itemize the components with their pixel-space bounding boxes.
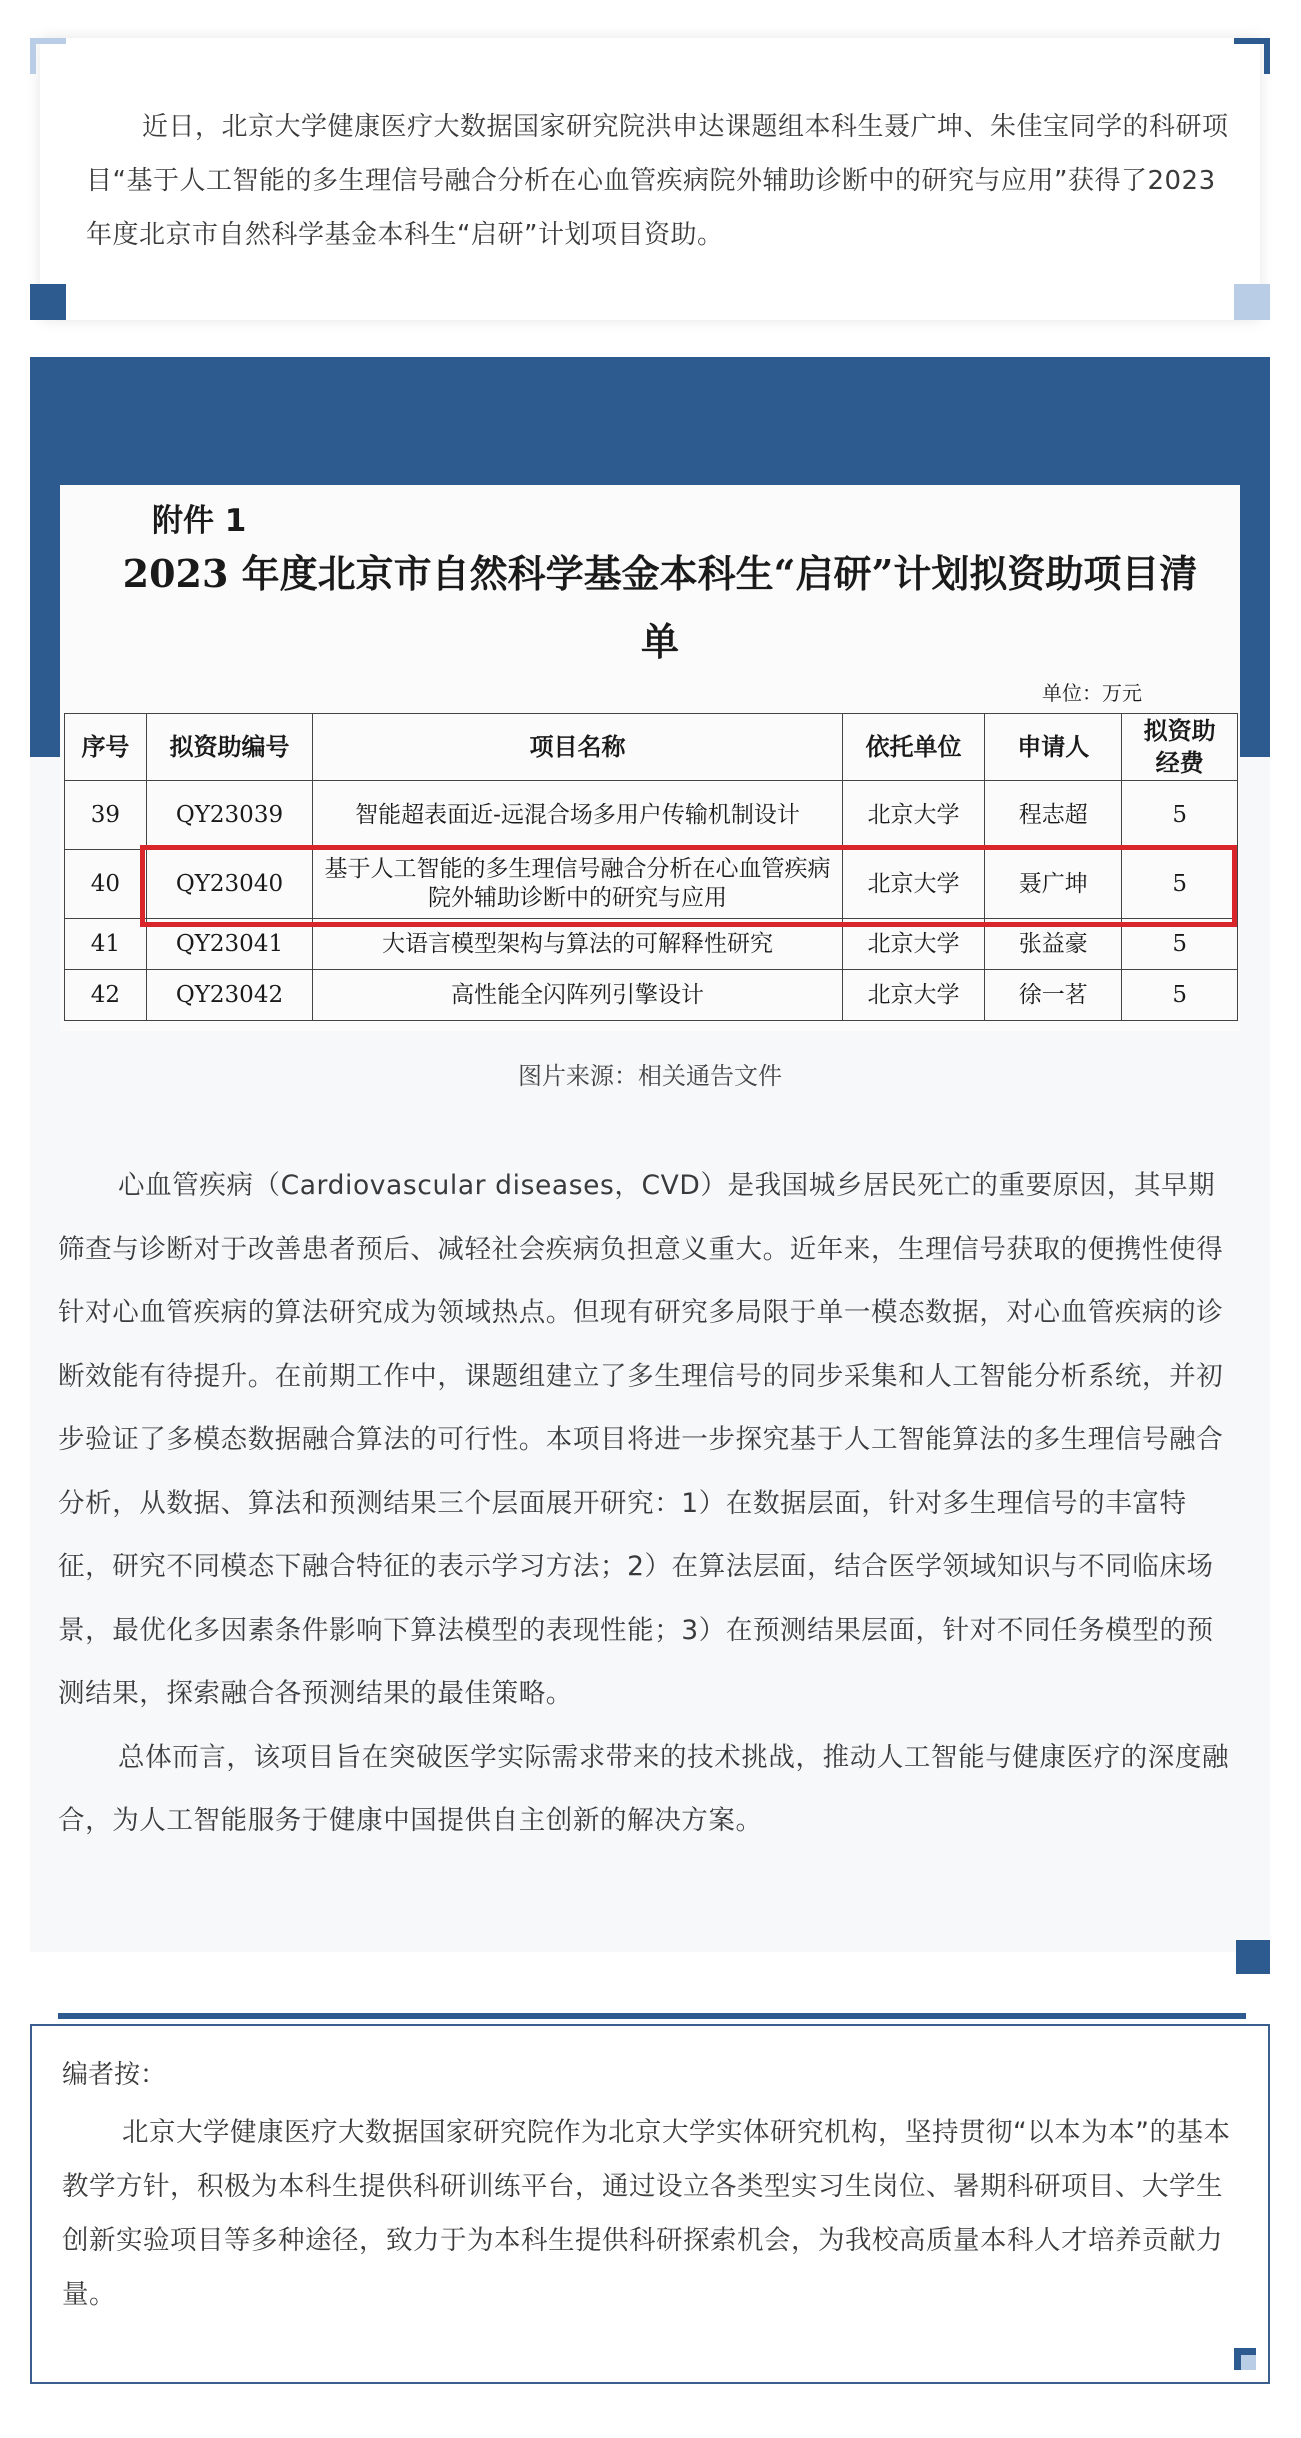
cell-unit: 北京大学 <box>842 781 984 850</box>
editor-note-heading: 编者按： <box>62 2060 167 2090</box>
attachment-title: 2023 年度北京市自然科学基金本科生“启研”计划拟资助项目清单 <box>122 551 1198 664</box>
cell-fund: 5 <box>1122 970 1238 1021</box>
cell-fund: 5 <box>1122 781 1238 850</box>
intro-card-wrapper <box>30 38 1270 320</box>
cell-no: 42 <box>65 970 147 1021</box>
unit-label: 单位：万元 <box>1042 681 1142 705</box>
cell-code: QY23042 <box>146 970 312 1021</box>
cell-name: 智能超表面近-远混合场多用户传输机制设计 <box>313 781 843 850</box>
attachment-document-image <box>60 485 1240 1031</box>
cell-applicant: 徐一茗 <box>985 970 1122 1021</box>
cell-fund: 5 <box>1122 919 1238 970</box>
corner-decoration-top-left <box>30 38 66 74</box>
cell-no: 40 <box>65 850 147 919</box>
intro-paragraph: 近日，北京大学健康医疗大数据国家研究院洪申达课题组本科生聂广坤、朱佳宝同学的科研项目“基于人工智能的多生理信号融合分析在心血管疾病院外辅助诊断中的研究与应用”获得了2023年度北京市自然科学基金本科生“启研”计划项目资助。 <box>86 112 1229 250</box>
cell-code: QY23040 <box>146 850 312 919</box>
header-applicant: 申请人 <box>985 714 1122 781</box>
cell-name: 基于人工智能的多生理信号融合分析在心血管疾病院外辅助诊断中的研究与应用 <box>313 850 843 919</box>
cell-unit: 北京大学 <box>842 850 984 919</box>
article-body <box>58 1154 1240 1853</box>
body-paragraph-2: 总体而言，该项目旨在突破医学实际需求带来的技术挑战，推动人工智能与健康医疗的深度融合，为人工智能服务于健康中国提供自主创新的解决方案。 <box>58 1741 1230 1836</box>
corner-decoration-bottom-left <box>30 284 66 320</box>
cell-code: QY23039 <box>146 781 312 850</box>
cell-applicant: 聂广坤 <box>985 850 1122 919</box>
cell-applicant: 程志超 <box>985 781 1122 850</box>
header-fund: 拟资助经费 <box>1122 714 1238 781</box>
image-caption: 图片来源：相关通告文件 <box>518 1062 782 1090</box>
table-row <box>65 781 1238 850</box>
cell-name: 高性能全闪阵列引擎设计 <box>313 970 843 1021</box>
note-corner-light <box>1241 2355 1256 2370</box>
highlight-box <box>140 845 1237 927</box>
table-row <box>65 970 1238 1021</box>
corner-decoration-bottom-right <box>1234 284 1270 320</box>
cell-unit: 北京大学 <box>842 919 984 970</box>
corner-decoration-top-right <box>1234 38 1270 74</box>
table-header-row <box>65 714 1238 781</box>
attachment-label: 附件 1 <box>152 503 247 539</box>
panel-corner-decoration <box>1236 1940 1270 1974</box>
header-name: 项目名称 <box>313 714 843 781</box>
editor-note-box <box>30 2024 1270 2384</box>
body-paragraph-1: 心血管疾病（Cardiovascular diseases，CVD）是我国城乡居民死亡的重要原因，其早期筛查与诊断对于改善患者预后、减轻社会疾病负担意义重大。近年来，生理信号获取的便携性使得针对心血管疾病的算法研究成为领域热点。但现有研究多局限于单一模态数据，对心血管疾病的诊断效能有待提升。在前期工作中，课题组建立了多生理信号的同步采集和人工智能分析系统，并初步验证了多模态数据融合算法的可行性。本项目将进一步探究基于人工智能算法的多生理信号融合分析，从数据、算法和预测结果三个层面展开研究：1）在数据层面，针对多生理信号的丰富特征，研究不同模态下融合特征的表示学习方法；2）在算法层面，结合医学领域知识与不同临床场景，最优化多因素条件影响下算法模型的表现性能；3）在预测结果层面，针对不同任务模型的预测结果，探索融合各预测结果的最佳策略。 <box>58 1170 1224 1709</box>
cell-no: 39 <box>65 781 147 850</box>
cell-fund: 5 <box>1122 850 1238 919</box>
note-top-bar <box>58 2013 1246 2019</box>
cell-applicant: 张益豪 <box>985 919 1122 970</box>
note-corner-decoration <box>1234 2348 1256 2370</box>
cell-code: QY23041 <box>146 919 312 970</box>
editor-note-text: 北京大学健康医疗大数据国家研究院作为北京大学实体研究机构，坚持贯彻“以本为本”的基本教学方针，积极为本科生提供科研训练平台，通过设立各类型实习生岗位、暑期科研项目、大学生创新实验项目等多种途径，致力于为本科生提供科研探索机会，为我校高质量本科人才培养贡献力量。 <box>62 2117 1231 2310</box>
cell-name: 大语言模型架构与算法的可解释性研究 <box>313 919 843 970</box>
header-no: 序号 <box>65 714 147 781</box>
header-code: 拟资助编号 <box>146 714 312 781</box>
cell-no: 41 <box>65 919 147 970</box>
cell-unit: 北京大学 <box>842 970 984 1021</box>
header-unit: 依托单位 <box>842 714 984 781</box>
